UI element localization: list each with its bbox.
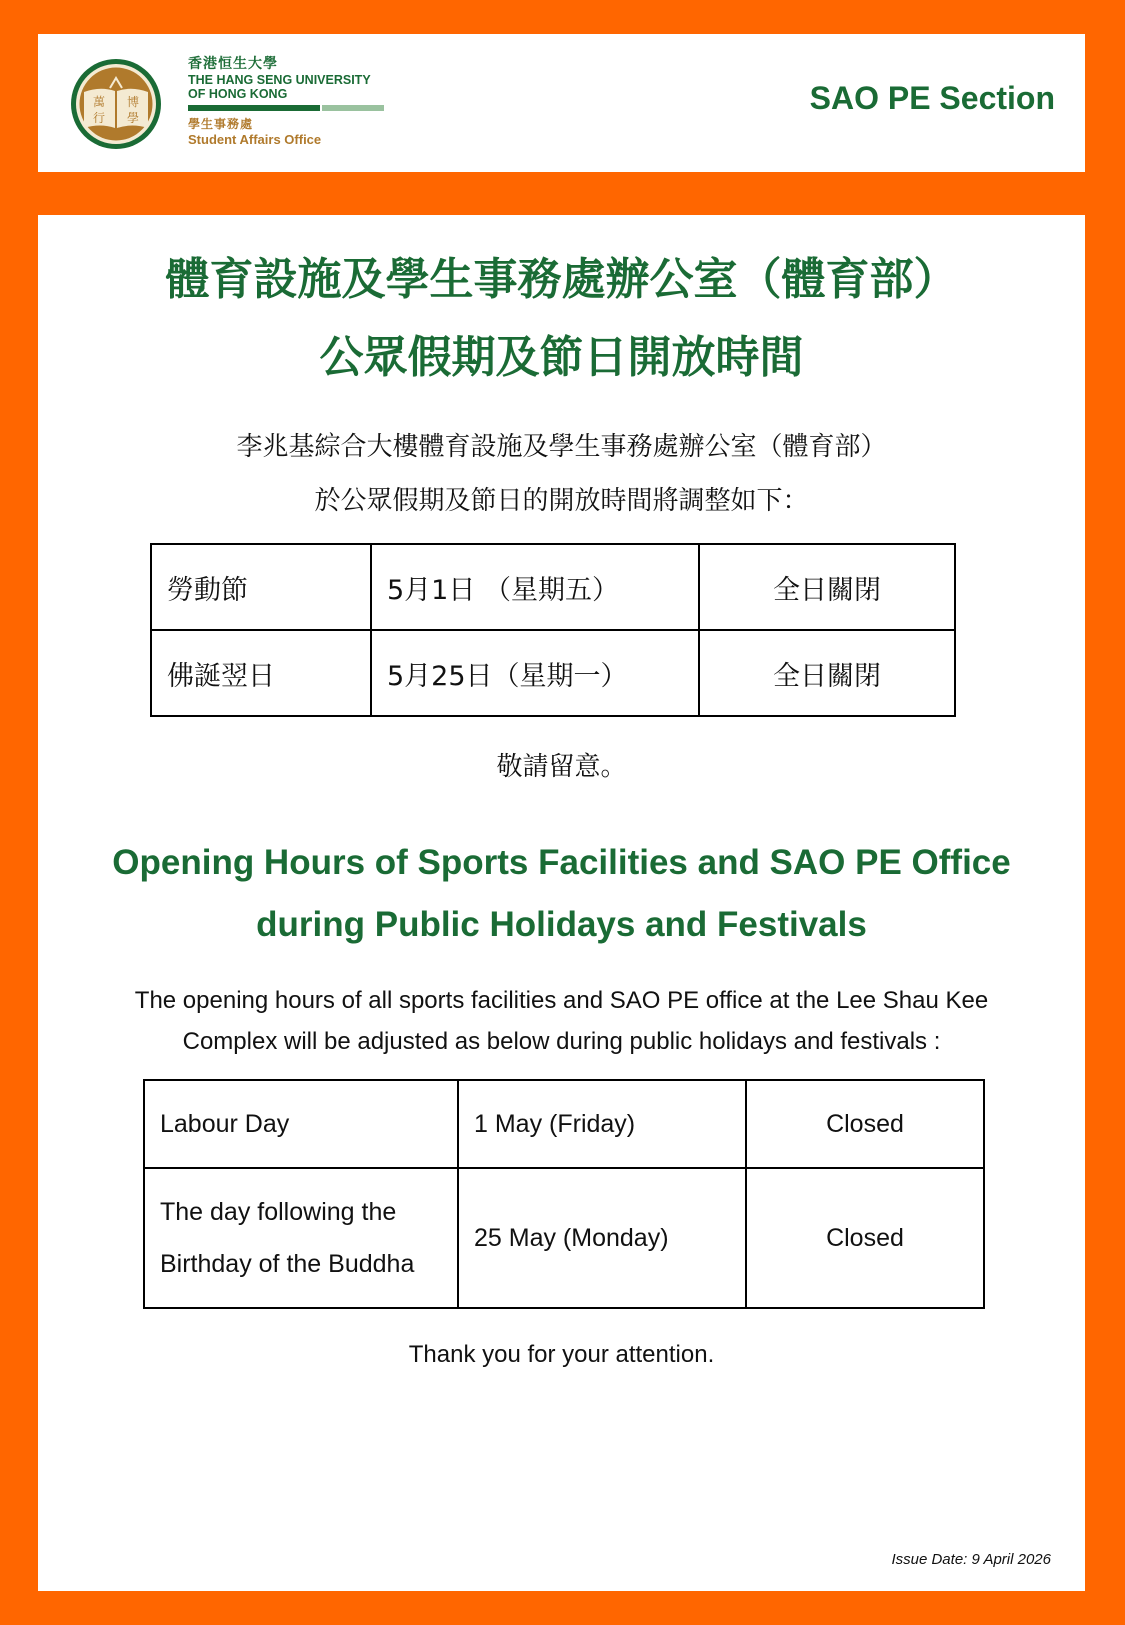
en-title-line2: during Public Holidays and Festivals [256,905,867,944]
section-title: SAO PE Section [809,80,1055,116]
wordmark-divider [188,105,384,111]
notice-panel [38,215,1085,1591]
table-row [144,1080,984,1168]
holiday-text-line2: Birthday of the Buddha [160,1250,415,1278]
holiday-cell: 佛誕翌日 [151,630,371,716]
en-closing: Thank you for your attention. [408,1341,715,1368]
holiday-cell [144,1168,458,1308]
en-intro-line2: Complex will be adjusted as below during public holidays and festivals : [182,1028,941,1055]
holiday-text-line1: The day following the [160,1198,397,1226]
zh-title-line1: 體育設施及學生事務處辦公室（體育部） [165,254,958,305]
university-seal-logo [70,58,162,150]
issue-date: Issue Date: 9 April 2026 [891,1551,1051,1568]
en-title-line1: Opening Hours of Sports Facilities and SAO PE Office [112,843,1011,882]
university-name-zh: 香港恒生大學 [188,56,278,72]
holiday-cell [144,1080,458,1168]
svg-text:萬: 萬 [92,95,106,109]
date-cell: 5月25日（星期一） [371,630,699,716]
holiday-text-line1: Labour Day [160,1110,290,1138]
table-row [151,630,955,716]
zh-intro-line2: 於公眾假期及節日的開放時間將調整如下： [314,486,809,516]
header-panel [38,34,1085,172]
status-cell: 全日關閉 [699,544,955,630]
date-cell: 5月1日 （星期五） [371,544,699,630]
svg-text:博: 博 [126,95,140,109]
zh-closing: 敬請留意。 [496,752,627,782]
table-row [151,544,955,630]
status-cell: Closed [746,1080,984,1168]
date-cell: 1 May (Friday) [458,1080,746,1168]
university-wordmark [188,56,384,148]
university-name-en-line1: THE HANG SENG UNIVERSITY [188,73,371,87]
table-row [144,1168,984,1308]
zh-schedule-table [150,543,956,717]
en-schedule-table [143,1079,985,1309]
status-cell: Closed [746,1168,984,1308]
zh-intro-line1: 李兆基綜合大樓體育設施及學生事務處辦公室（體育部） [236,432,887,462]
date-cell: 25 May (Monday) [458,1168,746,1308]
holiday-cell: 勞動節 [151,544,371,630]
en-intro-line1: The opening hours of all sports facilities and SAO PE office at the Lee Shau Kee [134,987,989,1014]
office-name-en: Student Affairs Office [188,132,322,147]
svg-text:行: 行 [92,111,106,125]
office-name-zh: 學生事務處 [188,117,254,131]
status-cell: 全日關閉 [699,630,955,716]
svg-text:學: 學 [126,111,140,125]
zh-title-line2: 公眾假期及節日開放時間 [319,332,804,383]
university-name-en-line2: OF HONG KONG [188,87,288,101]
